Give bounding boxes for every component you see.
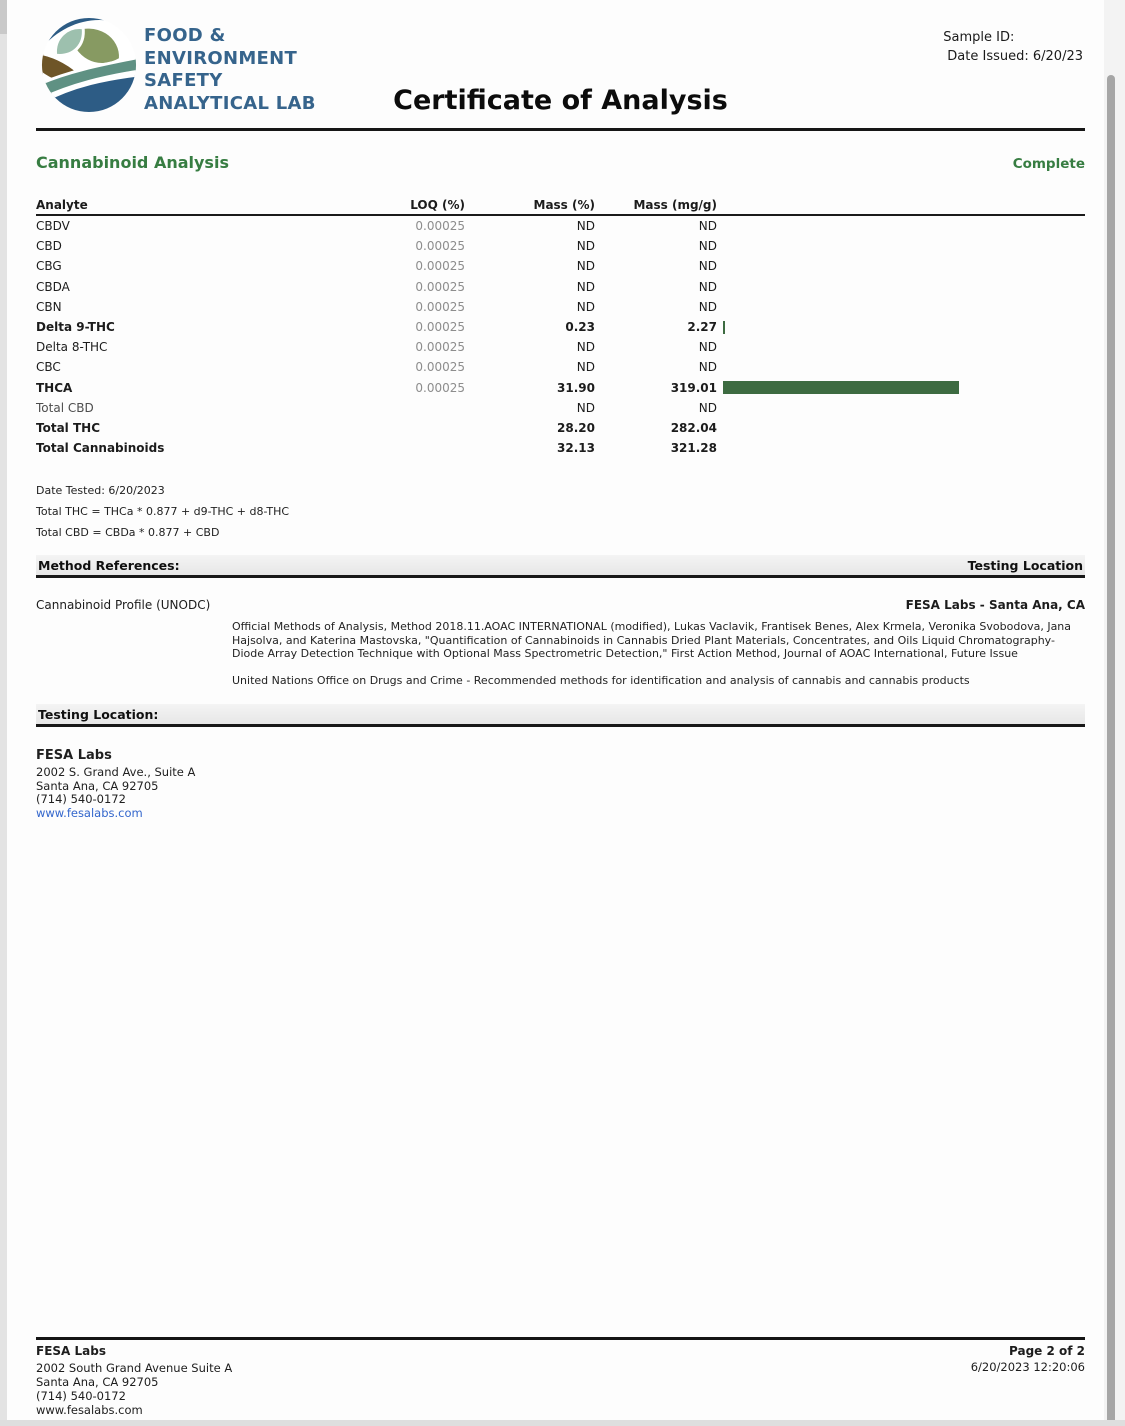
lab-name-line: ANALYTICAL LAB (144, 92, 316, 114)
analyte-cell: CBDV (36, 219, 70, 234)
mass-pct-cell: ND (576, 360, 595, 375)
address-line-1: 2002 S. Grand Ave., Suite A (36, 764, 196, 779)
footer-address-line-1: 2002 South Grand Avenue Suite A (36, 1361, 233, 1375)
analyte-cell: THCA (36, 380, 73, 395)
sample-info-block (943, 28, 1083, 66)
analyte-cell: Delta 8-THC (36, 340, 108, 355)
footer-website: www.fesalabs.com (36, 1403, 143, 1417)
mass-mgg-cell: ND (698, 259, 717, 274)
mass-mgg-cell: 321.28 (670, 441, 717, 456)
method-profile-row (36, 598, 1085, 612)
website-link[interactable]: www.fesalabs.com (36, 806, 143, 821)
loq-cell: 0.00025 (415, 259, 465, 274)
table-body (36, 216, 1085, 458)
method-references-band (36, 555, 1085, 578)
date-tested-note: Date Tested: 6/20/2023 (36, 484, 165, 498)
mass-mgg-cell: 319.01 (670, 380, 717, 395)
table-row (36, 236, 1085, 256)
mass-mgg-cell: 2.27 (687, 320, 717, 335)
mass-mgg-cell: ND (698, 239, 717, 254)
status-badge: Complete (1012, 156, 1085, 172)
analyte-cell: Delta 9-THC (36, 320, 115, 335)
loq-cell: 0.00025 (415, 380, 465, 395)
col-header-loq: LOQ (%) (410, 198, 465, 212)
mass-pct-cell: ND (576, 219, 595, 234)
mass-bar (723, 381, 959, 394)
print-timestamp: 6/20/2023 12:20:06 (970, 1360, 1085, 1374)
lab-name-line: SAFETY (144, 70, 223, 91)
mass-mgg-cell: 282.04 (670, 420, 717, 435)
table-row (36, 398, 1085, 418)
method-references-heading: Method References: (38, 558, 180, 574)
cannabinoid-table (36, 196, 1085, 458)
footer-address-line-2: Santa Ana, CA 92705 (36, 1375, 159, 1389)
aoac-citation: Official Methods of Analysis, Method 2018.11.AOAC INTERNATIONAL (modified), Lukas Vaclavik, Frantisek Benes, Alex Krmela, Veronika Svobodova, Jana Hajsolva, and Katerina Mastovska, "Quantification of Cannabinoids in Cannabis Dried Plant Materials, Concentrates, and Oils Liquid Chromatography-Diode Array Detection Technique with Optional Mass Spectrometric Detection," First Action Method, Journal of AOAC International, Future Issue (232, 620, 1072, 661)
bar-cell (717, 321, 1085, 334)
analyte-cell: CBG (36, 259, 62, 274)
profile-name: Cannabinoid Profile (UNODC) (36, 598, 211, 613)
unodc-reference: United Nations Office on Drugs and Crime - Recommended methods for identification and analysis of cannabis and cannabis products (232, 674, 970, 688)
header-divider (36, 128, 1085, 131)
table-row (36, 297, 1085, 317)
mass-pct-cell: 28.20 (557, 420, 595, 435)
testing-location-band (36, 704, 1085, 727)
loq-cell: 0.00025 (415, 279, 465, 294)
scrollbar-thumb[interactable] (1107, 75, 1115, 1426)
table-row (36, 418, 1085, 438)
sample-id-label: Sample ID: (943, 30, 1015, 45)
loq-cell: 0.00025 (415, 299, 465, 314)
table-row (36, 357, 1085, 377)
date-issued-line: Date Issued: 6/20/23 (947, 49, 1083, 64)
mass-mgg-cell: ND (698, 360, 717, 375)
mass-mgg-cell: ND (698, 299, 717, 314)
loq-cell: 0.00025 (415, 219, 465, 234)
mass-pct-cell: 0.23 (565, 320, 595, 335)
footer-address-block (36, 1344, 232, 1417)
viewer-left-edge-notch (0, 0, 7, 34)
section-title: Cannabinoid Analysis (36, 153, 229, 172)
analyte-cell: Total THC (36, 420, 100, 435)
analyte-cell: Total Cannabinoids (36, 441, 165, 456)
mass-pct-cell: ND (576, 400, 595, 415)
viewer-bottom-edge (0, 1420, 1125, 1426)
profile-location: FESA Labs - Santa Ana, CA (905, 598, 1085, 613)
testing-location-heading: Testing Location: (38, 707, 159, 723)
testing-location-heading-right: Testing Location (967, 558, 1083, 574)
viewer-left-edge (0, 0, 7, 1426)
analyte-cell: CBN (36, 299, 62, 314)
mass-pct-cell: ND (576, 279, 595, 294)
loq-cell: 0.00025 (415, 320, 465, 335)
lab-name-line: ENVIRONMENT (144, 47, 298, 69)
table-row (36, 256, 1085, 276)
mass-pct-cell: 31.90 (557, 380, 595, 395)
mass-mgg-cell: ND (698, 400, 717, 415)
mass-mgg-cell: ND (698, 219, 717, 234)
mass-pct-cell: ND (576, 299, 595, 314)
mass-mgg-cell: ND (698, 340, 717, 355)
address-line-2: Santa Ana, CA 92705 (36, 778, 159, 793)
analysis-section-header (36, 153, 1085, 172)
col-header-mass-pct: Mass (%) (533, 198, 595, 212)
bar-cell (717, 381, 1085, 394)
scrollbar-track[interactable] (1104, 0, 1125, 1426)
page-footer (36, 1337, 1085, 1417)
analyte-cell: CBC (36, 360, 61, 375)
loq-cell: 0.00025 (415, 360, 465, 375)
footer-phone: (714) 540-0172 (36, 1389, 126, 1403)
phone-number: (714) 540-0172 (36, 792, 126, 807)
table-row (36, 378, 1085, 398)
table-row (36, 317, 1085, 337)
table-row (36, 277, 1085, 297)
mass-pct-cell: ND (576, 259, 595, 274)
total-cbd-formula: Total CBD = CBDa * 0.877 + CBD (36, 526, 220, 540)
document-header (36, 0, 1085, 131)
mass-bar (723, 321, 725, 334)
analyte-cell: CBDA (36, 279, 70, 294)
mass-pct-cell: 32.13 (557, 441, 595, 456)
table-row (36, 337, 1085, 357)
lab-name-line: FOOD & (144, 25, 226, 46)
document-page (7, 0, 1104, 1420)
table-header-row (36, 196, 1085, 216)
loq-cell: 0.00025 (415, 239, 465, 254)
analyte-cell: Total CBD (36, 400, 94, 415)
lab-name: FESA Labs (36, 748, 112, 764)
testing-location-address (36, 749, 1085, 821)
mass-mgg-cell: ND (698, 279, 717, 294)
date-issued-value: 6/20/23 (1032, 49, 1083, 64)
total-thc-formula: Total THC = THCa * 0.877 + d9-THC + d8-THC (36, 505, 290, 519)
mass-pct-cell: ND (576, 340, 595, 355)
document-title: Certificate of Analysis (393, 85, 728, 116)
page-number: Page 2 of 2 (1009, 1344, 1085, 1358)
footer-lab-name: FESA Labs (36, 1344, 106, 1358)
loq-cell: 0.00025 (415, 340, 465, 355)
col-header-mass-mgg: Mass (mg/g) (633, 198, 717, 212)
table-row (36, 438, 1085, 458)
table-row (36, 216, 1085, 236)
footer-page-block (971, 1344, 1085, 1417)
col-header-analyte: Analyte (36, 198, 88, 212)
analyte-cell: CBD (36, 239, 62, 254)
analysis-notes (36, 484, 1085, 539)
mass-pct-cell: ND (576, 239, 595, 254)
